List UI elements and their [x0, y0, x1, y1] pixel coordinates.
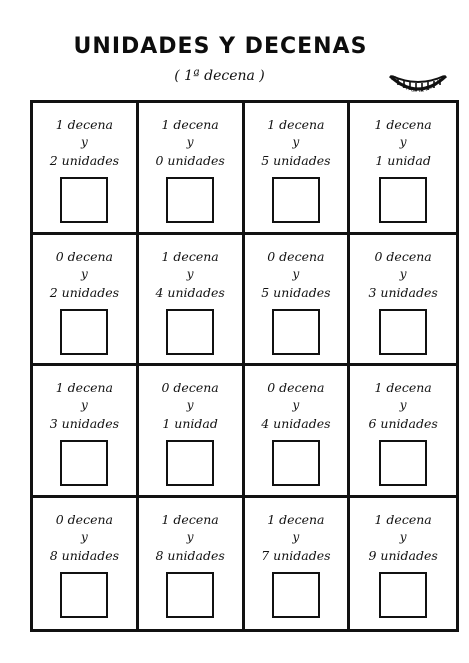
exercise-cell	[139, 366, 245, 498]
units-label: 3 unidades	[49, 416, 120, 431]
tens-label: 0 decena	[267, 380, 325, 395]
tens-label: 0 decena	[374, 248, 432, 264]
conjunction-label: y	[186, 266, 194, 281]
answer-box[interactable]	[272, 440, 320, 486]
answer-box[interactable]	[60, 572, 108, 618]
conjunction-label: y	[80, 398, 88, 412]
units-label: 4 unidades	[155, 284, 225, 300]
exercise-cell	[33, 366, 139, 498]
conjunction-label: y	[186, 398, 194, 412]
conjunction-label: y	[399, 135, 407, 149]
tens-label: 0 decena	[161, 380, 219, 395]
tens-label: 1 decena	[267, 511, 325, 527]
answer-box[interactable]	[272, 572, 320, 618]
units-label: 8 unidades	[49, 547, 120, 563]
conjunction-label: y	[292, 266, 300, 281]
units-label: 1 unidad	[375, 153, 431, 168]
exercise-cell	[245, 498, 351, 630]
exercise-cell	[350, 103, 456, 235]
worksheet-title: UNIDADES Y DECENAS	[73, 34, 368, 59]
answer-box[interactable]	[272, 309, 320, 355]
conjunction-label: y	[399, 266, 407, 281]
conjunction-label: y	[80, 529, 88, 544]
tens-label: 1 decena	[161, 248, 219, 264]
worksheet-subtitle: ( 1ª decena )	[174, 68, 265, 84]
exercise-cell	[33, 103, 139, 235]
tens-label: 1 decena	[55, 117, 113, 132]
tens-label: 0 decena	[267, 248, 325, 264]
answer-box[interactable]	[379, 440, 427, 486]
units-label: 0 unidades	[155, 153, 225, 168]
units-label: 1 unidad	[162, 416, 218, 431]
exercise-cell	[33, 235, 139, 367]
units-label: 8 unidades	[155, 547, 225, 563]
conjunction-label: y	[80, 135, 88, 149]
units-label: 5 unidades	[261, 153, 331, 168]
tens-label: 1 decena	[374, 511, 432, 527]
exercise-cell	[245, 235, 351, 367]
tens-label: 1 decena	[161, 511, 219, 527]
answer-box[interactable]	[272, 177, 320, 223]
exercise-cell	[139, 498, 245, 630]
units-label: 7 unidades	[261, 547, 331, 563]
units-label: 6 unidades	[368, 416, 438, 431]
conjunction-label: y	[292, 398, 300, 412]
tens-label: 0 decena	[55, 248, 113, 264]
tens-label: 1 decena	[374, 380, 432, 395]
answer-box[interactable]	[379, 309, 427, 355]
exercise-grid	[30, 100, 459, 632]
tens-label: 1 decena	[161, 117, 219, 132]
tens-label: 1 decena	[374, 117, 432, 132]
exercise-cell	[139, 235, 245, 367]
exercise-cell	[245, 366, 351, 498]
answer-box[interactable]	[166, 177, 214, 223]
exercise-cell	[139, 103, 245, 235]
exercise-cell	[350, 235, 456, 367]
conjunction-label: y	[292, 529, 300, 544]
conjunction-label: y	[292, 135, 300, 149]
conjunction-label: y	[399, 529, 407, 544]
conjunction-label: y	[399, 398, 407, 412]
logo-text: Jose M. de la Rosa S.	[390, 75, 445, 95]
conjunction-label: y	[80, 266, 88, 281]
units-label: 3 unidades	[368, 284, 438, 300]
answer-box[interactable]	[379, 572, 427, 618]
exercise-cell	[245, 103, 351, 235]
answer-box[interactable]	[60, 309, 108, 355]
tens-label: 1 decena	[267, 117, 325, 132]
units-label: 2 unidades	[49, 153, 120, 168]
units-label: 5 unidades	[261, 284, 331, 300]
answer-box[interactable]	[166, 309, 214, 355]
answer-box[interactable]	[60, 440, 108, 486]
tens-label: 1 decena	[55, 380, 113, 395]
units-label: 9 unidades	[368, 547, 438, 563]
answer-box[interactable]	[60, 177, 108, 223]
exercise-cell	[350, 498, 456, 630]
conjunction-label: y	[186, 529, 194, 544]
exercise-cell	[33, 498, 139, 630]
exercise-cell	[350, 366, 456, 498]
units-label: 4 unidades	[261, 416, 331, 431]
answer-box[interactable]	[166, 440, 214, 486]
answer-box[interactable]	[379, 177, 427, 223]
tens-label: 0 decena	[55, 511, 113, 527]
units-label: 2 unidades	[49, 284, 120, 300]
answer-box[interactable]	[166, 572, 214, 618]
conjunction-label: y	[186, 135, 194, 149]
